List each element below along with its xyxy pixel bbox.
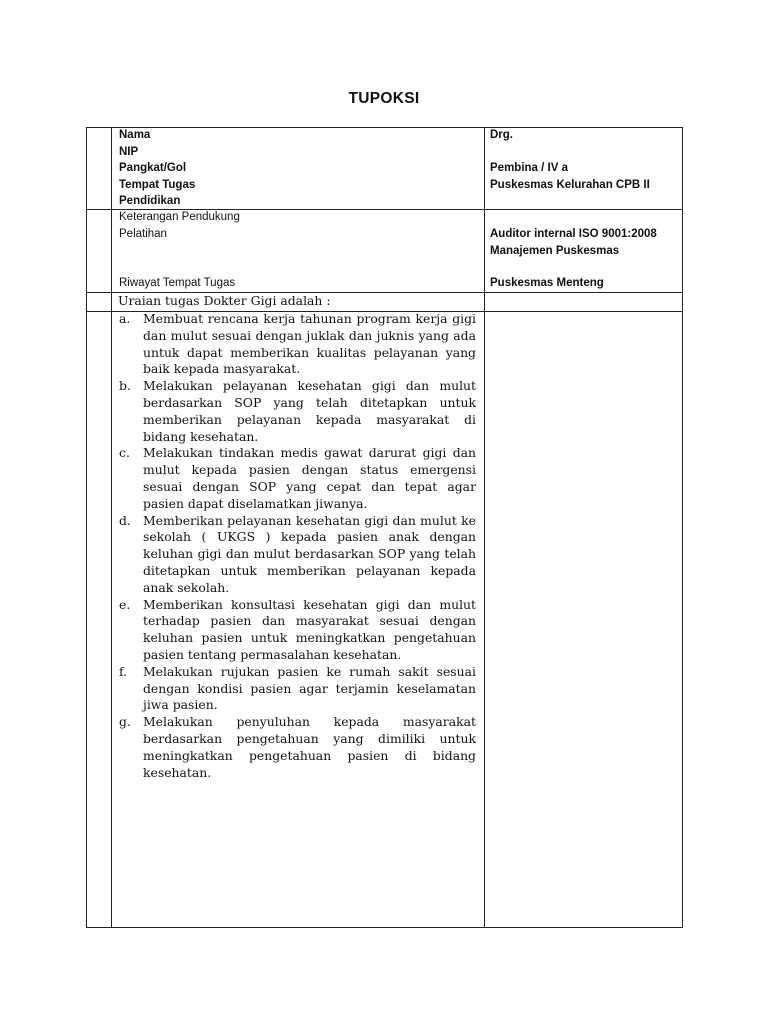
value-pelatihan-1: Auditor internal ISO 9001:2008 xyxy=(490,228,657,240)
value-nama: Drg. xyxy=(490,129,513,141)
table-column-divider-right xyxy=(484,127,485,928)
support-heading: Keterangan Pendukung xyxy=(119,211,240,223)
duty-text: Memberikan konsultasi kesehatan gigi dan mulut terhadap pasien dan masyarakat sesuai dengan keluhan pasien untuk meningkatkan pengetahuan pasien tentang permasalahan kesehatan. xyxy=(143,596,476,662)
duty-text: Melakukan pelayanan kesehatan gigi dan mulut berdasarkan SOP yang telah ditetapkan untuk memberikan pelayanan kepada masyarakat di bidang kesehatan. xyxy=(143,378,476,444)
label-pelatihan: Pelatihan xyxy=(119,228,167,240)
duty-item-c xyxy=(119,445,476,512)
identity-labels xyxy=(119,127,479,210)
duty-text: Melakukan penyuluhan kepada masyarakat berdasarkan pengetahuan yang dimiliki untuk meningkatkan pengetahuan pasien di bidang kesehatan. xyxy=(143,714,476,780)
label-pendidikan: Pendidikan xyxy=(119,195,181,207)
duty-letter: f. xyxy=(119,663,128,679)
label-pangkat-gol: Pangkat/Gol xyxy=(119,162,187,174)
duty-letter: b. xyxy=(119,378,131,394)
table-column-divider-left xyxy=(111,127,112,928)
duty-letter: c. xyxy=(119,445,130,461)
duties-heading: Uraian tugas Dokter Gigi adalah : xyxy=(118,293,331,308)
label-nama: Nama xyxy=(119,129,151,141)
value-nip xyxy=(490,144,678,161)
value-pelatihan xyxy=(490,226,678,259)
duty-text: Melakukan rujukan pasien ke rumah sakit sesuai dengan kondisi pasien agar terjamin keselamatan jiwa pasien. xyxy=(143,663,476,713)
value-pangkat-gol: Pembina / IV a xyxy=(490,162,568,174)
duty-letter: g. xyxy=(119,714,131,730)
duties-list xyxy=(119,311,476,781)
label-nip: NIP xyxy=(119,145,139,158)
duty-text: Melakukan tindakan medis gawat darurat gigi dan mulut kepada pasien dengan status emergensi sesuai dengan SOP yang cepat dan tepat agar pasien dapat diselamatkan jiwanya. xyxy=(143,445,476,511)
value-tempat-tugas: Puskesmas Kelurahan CPB II xyxy=(490,178,650,191)
duty-text: Membuat rencana kerja tahunan program kerja gigi dan mulut sesuai dengan juklak dan juknis yang ada untuk dapat memberikan kualitas pelayanan yang baik kepada masyarakat. xyxy=(143,311,476,377)
duty-item-g xyxy=(119,714,476,781)
duty-item-f xyxy=(119,664,476,714)
value-pendidikan xyxy=(490,193,678,210)
page-title: TUPOKSI xyxy=(348,90,420,107)
duty-item-d xyxy=(119,513,476,597)
duty-letter: a. xyxy=(119,311,131,326)
duty-item-b xyxy=(119,378,476,445)
duty-item-e xyxy=(119,597,476,664)
duty-letter: d. xyxy=(119,512,131,528)
duty-text: Memberikan pelayanan kesehatan gigi dan mulut ke sekolah ( UKGS ) kepada pasien anak dengan keluhan gigi dan mulut berdasarkan SOP yang telah ditetapkan untuk memberikan pelayanan kepada anak sekolah. xyxy=(143,512,476,595)
value-pelatihan-2: Manajemen Puskesmas xyxy=(490,244,620,257)
label-riwayat-tempat-tugas: Riwayat Tempat Tugas xyxy=(119,277,236,289)
duty-item-a xyxy=(119,311,476,378)
identity-values xyxy=(490,127,678,210)
value-riwayat-tempat-tugas: Puskesmas Menteng xyxy=(490,277,604,289)
duty-letter: e. xyxy=(119,596,131,612)
label-tempat-tugas: Tempat Tugas xyxy=(119,178,196,191)
